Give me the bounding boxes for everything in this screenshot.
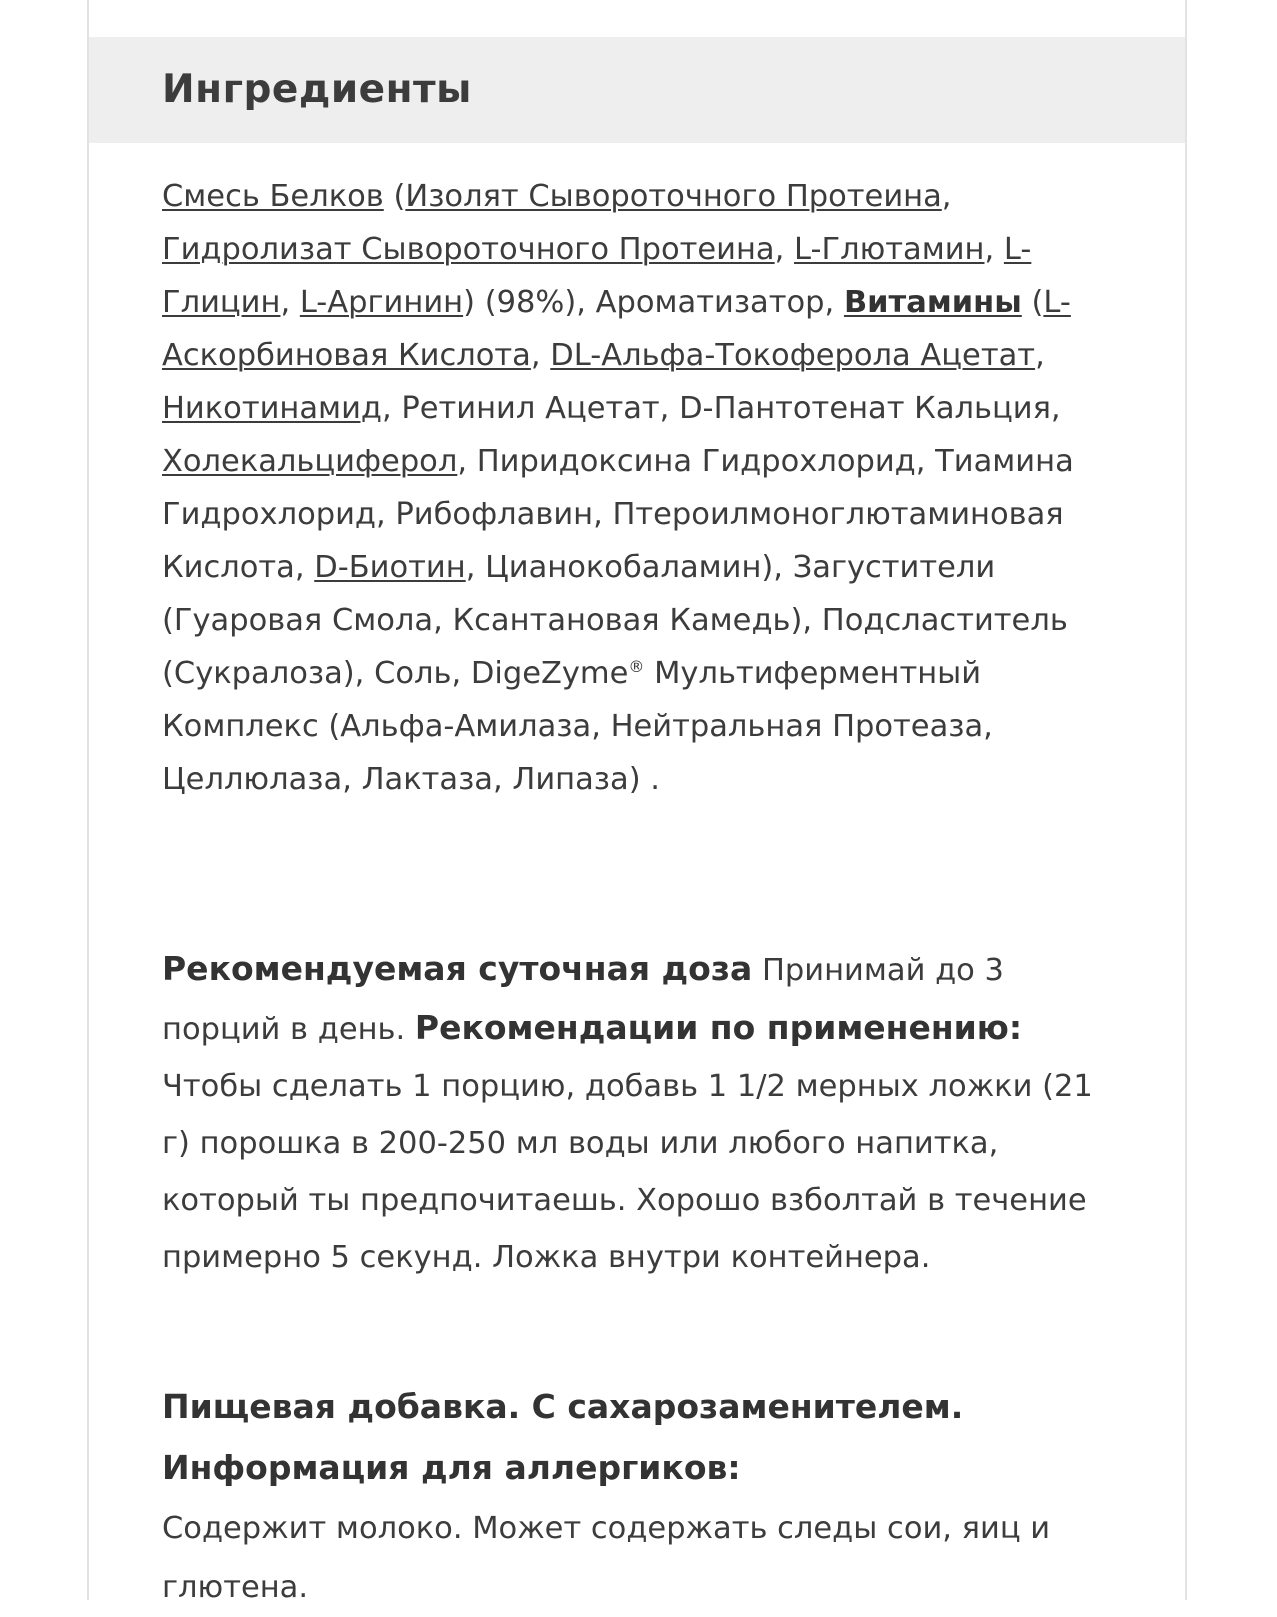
allergen-text: Содержит молоко. Может содержать следы сои, яиц и глютена. <box>162 1511 1051 1605</box>
ingredient-link[interactable]: L-Аскорбиновая Кислота <box>162 285 1071 373</box>
ingredient-link[interactable]: DL-Альфа-Токоферола Ацетат <box>550 338 1036 373</box>
ingredient-link[interactable]: Гидролизат Сывороточного Протеина <box>162 232 775 267</box>
ingredient-text: , <box>984 232 1004 267</box>
ingredient-text: ( <box>1021 285 1044 320</box>
supplement-label: Пищевая добавка. С сахарозаменителем. <box>162 1387 964 1426</box>
usage-text: Чтобы сделать 1 порцию, добавь 1 1/2 мерных ложки (21 г) порошка в 200-250 мл воды или любого напитка, который ты предпочитаешь. Хорошо взболтай в течение примерно 5 секунд. Ложка внутри контейнера. <box>162 1069 1093 1275</box>
ingredient-link[interactable]: L-Глицин <box>162 232 1032 320</box>
ingredient-text: Мультиферментный Комплекс (Альфа-Амилаза, Нейтральная Протеаза, Целлюлаза, Лактаза, Липаза) . <box>162 656 993 797</box>
ingredients-text <box>162 170 1122 806</box>
ingredient-link[interactable]: D-Биотин <box>314 550 466 585</box>
ingredient-text: , Пиридоксина Гидрохлорид, Тиамина Гидрохлорид, Рибофлавин, Птероилмоноглютаминовая Кислота, <box>162 444 1074 585</box>
section-title: Ингредиенты <box>162 67 472 112</box>
ingredient-text: , <box>941 179 952 214</box>
ingredient-link[interactable]: Холекальциферол <box>162 444 458 479</box>
ingredient-link[interactable]: Изолят Сывороточного Протеина <box>405 179 942 214</box>
ingredient-text: , <box>774 232 795 267</box>
ingredient-link[interactable]: L-Глютамин <box>794 232 985 267</box>
daily-dose-label: Рекомендуемая суточная доза <box>162 949 753 988</box>
ingredient-link[interactable]: L-Аргинин <box>299 285 464 320</box>
ingredient-link[interactable]: Никотинамид <box>162 391 382 426</box>
dosage-text <box>162 940 1122 1286</box>
ingredients-section-header <box>89 37 1185 143</box>
usage-label: Рекомендации по применению: <box>414 1008 1023 1047</box>
ingredient-link[interactable]: Смесь Белков <box>162 179 384 214</box>
ingredient-text: , Ретинил Ацетат, D-Пантотенат Кальция, <box>381 391 1061 426</box>
allergy-info <box>162 1377 1122 1617</box>
ingredient-text: , <box>280 285 300 320</box>
ingredient-text: , <box>530 338 551 373</box>
registered-mark: ® <box>628 656 645 676</box>
daily-dose-text: Принимай до 3 порций в день. <box>162 953 1004 1047</box>
product-info-card <box>87 0 1187 1605</box>
ingredient-text: ( <box>383 179 406 214</box>
ingredient-text: ) (98%), Ароматизатор, <box>463 285 844 320</box>
ingredient-text: , <box>1035 338 1045 373</box>
ingredient-text: , Цианокобаламин), Загустители (Гуаровая Смола, Ксантановая Камедь), Подсластитель (Сукралоза), Соль, DigeZyme <box>162 550 1068 691</box>
allergen-label: Информация для аллергиков: <box>162 1448 741 1487</box>
ingredient-link-bold-text: Витамины <box>843 285 1022 320</box>
ingredient-link[interactable] <box>844 285 1022 320</box>
